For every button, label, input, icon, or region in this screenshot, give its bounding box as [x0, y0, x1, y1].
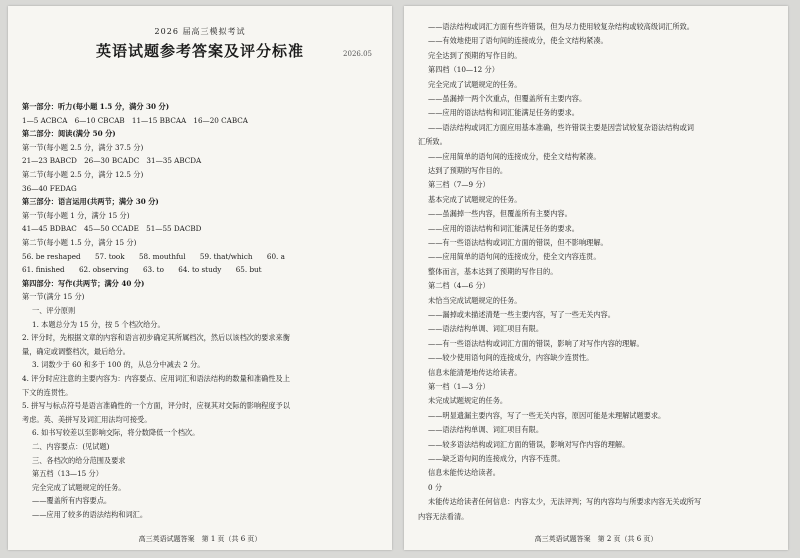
answer-page-2 — [404, 6, 788, 550]
text-line: 41—45 BDBAC 45—50 CCADE 51—55 DACBD — [22, 224, 202, 234]
text-line: 第二档（4—6 分） — [428, 281, 490, 291]
text-line: 第四部分：写作(共两节；满分 40 分) — [22, 278, 145, 288]
text-line: 一、评分原则 — [32, 306, 76, 315]
page-1-footer: 高三英语试题答案 第 1 页（共 6 页） — [138, 535, 262, 543]
text-line: ——应用的语法结构和词汇能满足任务的要求。 — [428, 108, 579, 118]
text-line: 信息未能传达给读者。 — [428, 468, 500, 478]
main-title: 英语试题参考答案及评分标准 — [95, 42, 304, 60]
text-line: 第三部分：语言运用(共两节；满分 30 分) — [22, 197, 159, 207]
exam-date: 2026.05 — [343, 50, 372, 58]
text-line: 第四档（10—12 分） — [428, 65, 499, 75]
text-line: ——应用简单的语句间的连接成分，使全文结构紧凑。 — [428, 151, 601, 161]
text-line: ——语法结构单调、词汇项目有限。 — [428, 425, 544, 435]
text-line: 第二部分：阅读(满分 50 分) — [22, 129, 116, 139]
text-line: 61. finished 62. observing 63. to 64. to study 65. but — [22, 265, 262, 275]
text-line: ——应用了较多的语法结构和词汇。 — [32, 510, 148, 519]
text-line: ——有效地使用了语句间的连接成分，使全文结构紧凑。 — [428, 36, 608, 46]
text-line: 信息未能清楚地传达给读者。 — [428, 367, 522, 377]
text-line: 1—5 ACBCA 6—10 CBCAB 11—15 BBCAA 16—20 CABCA — [22, 115, 248, 125]
text-line: ——较少使用语句间的连接成分，内容缺少连贯性。 — [428, 353, 594, 363]
text-line: 0 分 — [428, 482, 443, 492]
text-line: 56. be reshaped 57. took 58. mouthful 59. that/which 60. a — [22, 251, 285, 261]
text-line: ——缺乏语句间的连接成分，内容不连贯。 — [428, 454, 565, 463]
page-2-footer: 高三英语试题答案 第 2 页（共 6 页） — [534, 535, 658, 543]
text-line: 3. 词数少于 60 和多于 100 的，从总分中减去 2 分。 — [32, 360, 205, 370]
text-line: 第二节(每小题 2.5 分，满分 12.5 分) — [22, 170, 144, 179]
text-line: 考虑。英、美拼写及词汇用法均可接受。 — [22, 414, 152, 424]
text-line: 36—40 FEDAG — [22, 183, 77, 193]
text-line: 1. 本题总分为 15 分，按 5 个档次给分。 — [32, 319, 165, 329]
text-line: 下文的连贯性。 — [22, 387, 73, 397]
text-line: ——语法结构单调、词汇项目有限。 — [428, 324, 544, 334]
text-line: ——虽漏掉一两个次重点，但覆盖所有主要内容。 — [428, 94, 587, 103]
text-line: 4. 评分时应注意的主要内容为：内容要点、应用词汇和语法结构的数量和准确性及上 — [22, 374, 290, 383]
text-line: 三、各档次的给分范围及要求 — [32, 455, 126, 465]
text-line: ——有一些语法结构或词汇方面的错误，但不影响理解。 — [428, 238, 608, 247]
text-line: 第五档（13—15 分） — [32, 469, 103, 479]
text-line: ——较多语法结构或词汇方面的错误，影响对写作内容的理解。 — [428, 439, 630, 449]
exam-title: 2026 届高三模拟考试 — [154, 27, 246, 36]
text-line: ——漏掉或未描述清楚一些主要内容，写了一些无关内容。 — [428, 310, 615, 319]
text-line: ——语法结构或词汇方面应用基本准确，些许错误主要是因尝试较复杂语法结构或词 — [428, 122, 694, 132]
text-line: ——明显遗漏主要内容，写了一些无关内容，原因可能是未理解试题要求。 — [428, 410, 666, 420]
text-line: ——覆盖所有内容要点。 — [32, 496, 112, 506]
text-line: 第一部分：听力(每小题 1.5 分，满分 30 分) — [22, 102, 170, 111]
text-line: 未完成试题规定的任务。 — [428, 396, 508, 406]
text-line: 量，确定或调整档次，最后给分。 — [22, 346, 130, 356]
text-line: 基本完成了试题规定的任务。 — [428, 194, 522, 204]
text-line: ——语法结构或词汇方面有些许错误，但为尽力使用较复杂结构或较高级词汇所致。 — [428, 22, 694, 31]
text-line: 第一节(满分 15 分) — [22, 292, 85, 302]
text-line: 未恰当完成试题规定的任务。 — [428, 295, 522, 305]
text-line: 完全完成了试题规定的任务。 — [428, 79, 522, 89]
text-line: 第一档（1—3 分） — [428, 382, 490, 391]
text-line: 完全达到了预期的写作目的。 — [428, 50, 522, 60]
text-line: 完全完成了试题规定的任务。 — [32, 482, 126, 492]
text-line: 第三档（7—9 分） — [428, 180, 490, 190]
text-line: ——应用的语法结构和词汇能满足任务的要求。 — [428, 223, 579, 233]
text-line: ——应用简单的语句间的连接成分，使全文内容连贯。 — [428, 252, 601, 262]
text-line: 第二节(每小题 1.5 分，满分 15 分) — [22, 238, 137, 247]
text-line: 5. 拼写与标点符号是语言准确性的一个方面，评分时，应视其对交际的影响程度予以 — [22, 401, 290, 411]
text-line: 第一节(每小题 1 分，满分 15 分) — [22, 210, 130, 220]
text-line: ——虽漏掉一些内容，但覆盖所有主要内容。 — [428, 209, 572, 219]
text-line: 汇所致。 — [418, 137, 447, 147]
text-line: 6. 如书写较差以至影响交际，将分数降低一个档次。 — [32, 428, 200, 438]
text-line: 2. 评分时，先根据文章的内容和语言初步确定其所属档次，然后以该档次的要求来衡 — [22, 333, 290, 343]
text-line: 21—23 BABCD 26—30 BCADC 31—35 ABCDA — [22, 156, 202, 166]
text-line: 第一节(每小题 2.5 分，满分 37.5 分) — [22, 142, 144, 152]
text-line: 达到了预期的写作目的。 — [428, 166, 508, 175]
answer-page-1 — [8, 6, 392, 550]
text-line: ——有一些语法结构或词汇方面的错误，影响了对写作内容的理解。 — [428, 338, 644, 348]
text-line: 未能传达给读者任何信息：内容太少，无法评判；写的内容均与所要求内容无关或所写 — [428, 497, 702, 507]
text-line: 内容无法看清。 — [418, 511, 469, 521]
text-line: 整体而言，基本达到了预期的写作目的。 — [428, 266, 558, 276]
text-line: 二、内容要点：(见试题) — [32, 442, 110, 451]
